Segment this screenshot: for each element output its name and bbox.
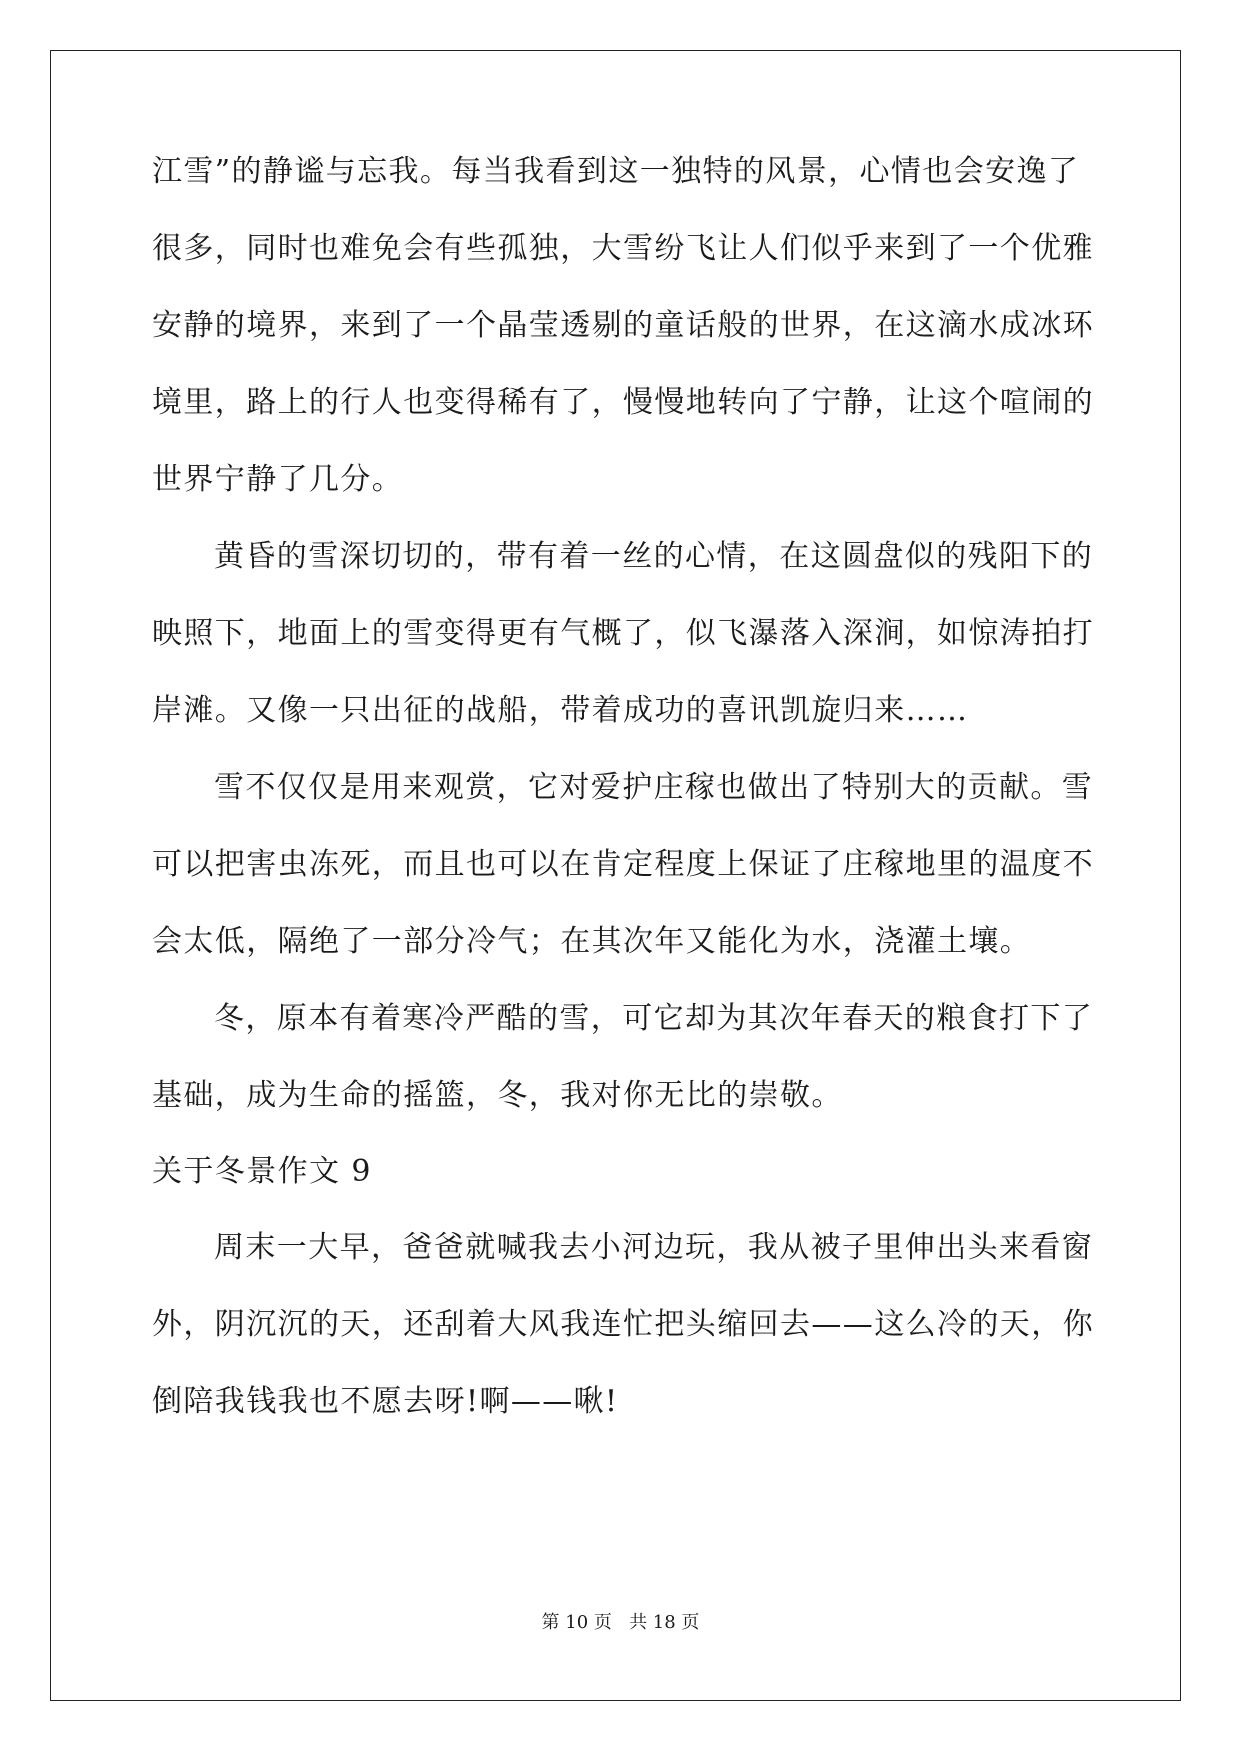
text-line: 世界宁静了几分。 <box>152 462 404 497</box>
page-number: 第 10 页 <box>541 1612 612 1633</box>
text-line: 江雪”的静谧与忘我。每当我看到这一独特的风景，心情也会安逸了 <box>152 154 1080 189</box>
text-line: 基础，成为生命的摇篮，冬，我对你无比的崇敬。 <box>152 1078 843 1113</box>
text-line: 映照下，地面上的雪变得更有气概了，似飞瀑落入深涧，如惊涛拍打 <box>152 616 1094 651</box>
text-line: 境里，路上的行人也变得稀有了，慢慢地转向了宁静，让这个喧闹的 <box>152 385 1094 420</box>
text-line: 倒陪我钱我也不愿去呀!啊——啾! <box>152 1384 619 1419</box>
text-line: 可以把害虫冻死，而且也可以在肯定程度上保证了庄稼地里的温度不 <box>152 847 1094 882</box>
page-total: 共 18 页 <box>629 1612 700 1633</box>
paragraph-start-line: 冬，原本有着寒冷严酷的雪，可它却为其次年春天的粮食打下了 <box>214 1001 1094 1036</box>
text-line: 很多，同时也难免会有些孤独，大雪纷飞让人们似乎来到了一个优雅 <box>152 231 1094 266</box>
section-heading: 关于冬景作文 9 <box>152 1154 372 1189</box>
paragraph-start-line: 雪不仅仅是用来观赏，它对爱护庄稼也做出了特别大的贡献。雪 <box>214 770 1094 805</box>
paragraph-start-line: 黄昏的雪深切切的，带有着一丝的心情，在这圆盘似的残阳下的 <box>214 539 1094 574</box>
text-line: 安静的境界，来到了一个晶莹透剔的童话般的世界，在这滴水成冰环 <box>152 308 1094 343</box>
text-line: 会太低，隔绝了一部分冷气；在其次年又能化为水，浇灌土壤。 <box>152 924 1032 959</box>
text-line: 岸滩。又像一只出征的战船，带着成功的喜讯凯旋归来…… <box>152 693 969 728</box>
text-line: 外，阴沉沉的天，还刮着大风我连忙把头缩回去——这么冷的天，你 <box>152 1307 1094 1342</box>
page-footer <box>0 1611 1241 1635</box>
paragraph-start-line: 周末一大早，爸爸就喊我去小河边玩，我从被子里伸出头来看窗 <box>214 1230 1094 1265</box>
